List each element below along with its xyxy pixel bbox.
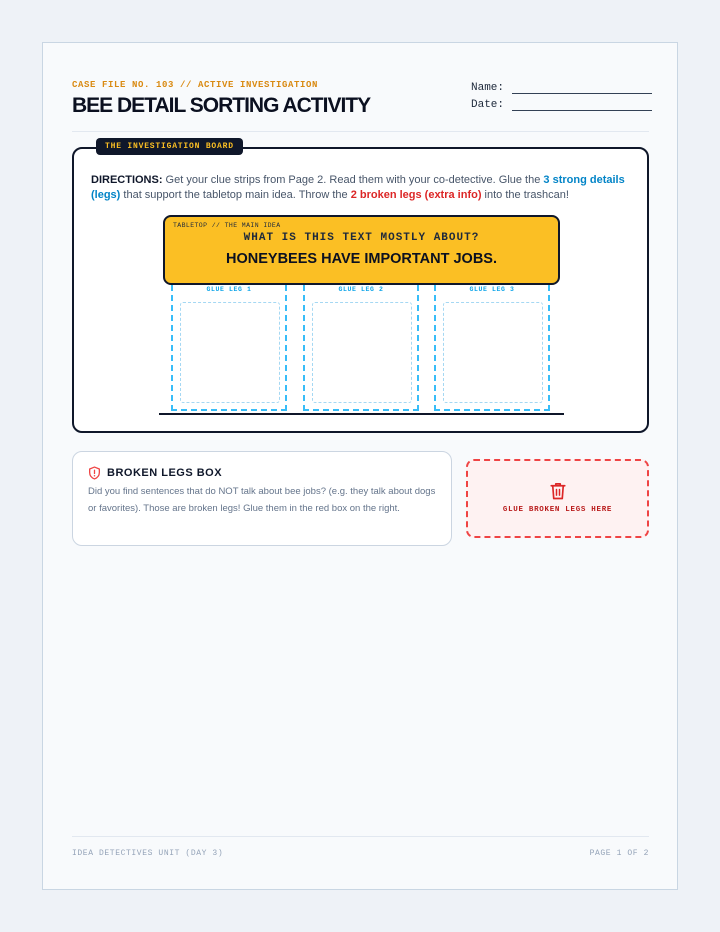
directions-lead: DIRECTIONS: <box>91 174 163 186</box>
page-title: BEE DETAIL SORTING ACTIVITY <box>72 94 371 117</box>
shield-alert-icon <box>88 466 101 480</box>
glue-leg-slot[interactable] <box>312 302 412 403</box>
date-line[interactable] <box>512 101 652 111</box>
footer-page-number: PAGE 1 OF 2 <box>589 849 649 858</box>
table-ground-line <box>159 413 564 415</box>
glue-leg-1[interactable] <box>171 285 287 411</box>
broken-legs-box <box>72 451 452 546</box>
broken-legs-title <box>88 466 222 480</box>
directions-strong: 3 strong details (legs) <box>91 174 625 201</box>
broken-legs-heading: BROKEN LEGS BOX <box>107 467 223 479</box>
glue-leg-slot[interactable] <box>180 302 280 403</box>
name-label: Name: <box>471 82 505 94</box>
tabletop-main-idea-text: HONEYBEES HAVE IMPORTANT JOBS. <box>226 251 497 267</box>
trash-icon <box>549 481 567 501</box>
glue-leg-label: GLUE LEG 2 <box>338 286 384 293</box>
trash-drop-zone[interactable] <box>466 459 649 538</box>
worksheet-header <box>72 80 649 132</box>
directions-broken: 2 broken legs (extra info) <box>350 189 482 201</box>
date-label: Date: <box>471 99 505 111</box>
directions-text-2: that support the tabletop main idea. Throw the <box>120 189 351 201</box>
page-footer <box>72 836 649 858</box>
broken-legs-text: Did you find sentences that do NOT talk about bee jobs? (e.g. they talk about dogs or favorites). Those are broken legs! Glue them in the red box on the right. <box>88 486 436 514</box>
name-field[interactable] <box>471 82 652 94</box>
trash-label: GLUE BROKEN LEGS HERE <box>502 506 613 514</box>
worksheet-page <box>42 42 678 890</box>
board-tab: THE INVESTIGATION BOARD <box>96 138 243 155</box>
directions-text-3: into the trashcan! <box>481 189 569 201</box>
footer-unit: IDEA DETECTIVES UNIT (DAY 3) <box>72 849 224 858</box>
tabletop-main-idea <box>163 215 560 285</box>
investigation-board <box>72 142 649 433</box>
tabletop-question: WHAT IS THIS TEXT MOSTLY ABOUT? <box>243 232 480 244</box>
glue-leg-3[interactable] <box>434 285 550 411</box>
case-file-label: CASE FILE NO. 103 // ACTIVE INVESTIGATION <box>72 80 319 90</box>
name-line[interactable] <box>512 84 652 94</box>
glue-leg-slot[interactable] <box>443 302 543 403</box>
tabletop-label: TABLETOP // THE MAIN IDEA <box>173 222 281 229</box>
glue-leg-label: GLUE LEG 1 <box>206 286 252 293</box>
directions <box>91 173 631 203</box>
date-field[interactable] <box>471 99 652 111</box>
glue-leg-label: GLUE LEG 3 <box>469 286 515 293</box>
directions-text-1: Get your clue strips from Page 2. Read them with your co-detective. Glue the <box>162 174 544 186</box>
glue-leg-2[interactable] <box>303 285 419 411</box>
